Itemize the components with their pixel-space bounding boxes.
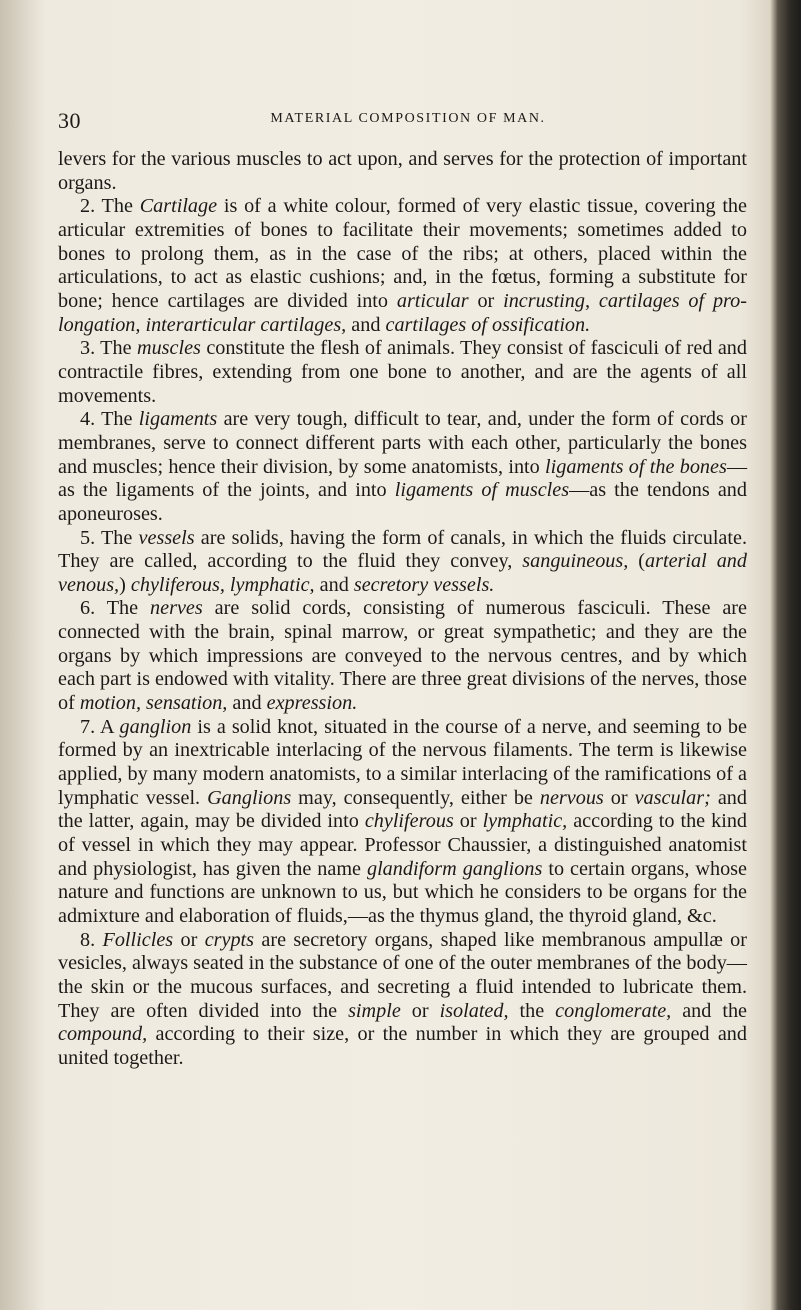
italic-term: Cartilage <box>139 195 218 218</box>
italic-term: ligaments of muscles <box>394 479 570 502</box>
text-run: 7. A <box>80 715 120 738</box>
italic-term: simple <box>348 999 401 1022</box>
text-run: —as the ligaments of the joints, and into <box>58 455 748 502</box>
text-run: according to their size, or the number in which they are grouped and united together. <box>58 1023 747 1069</box>
italic-term: vessels <box>138 526 195 549</box>
paragraph-muscles <box>58 337 747 408</box>
italic-term: secretory vessels. <box>353 573 495 596</box>
text-run: and <box>227 692 267 715</box>
italic-term: sanguineous, <box>522 550 629 573</box>
text-run: and the <box>671 999 747 1022</box>
italic-term: nervous <box>539 786 604 809</box>
page-number: 30 <box>58 108 81 133</box>
text-run: ) <box>119 573 131 596</box>
italic-term: lymphatic, <box>482 810 568 833</box>
text-run: 8. <box>80 928 103 951</box>
italic-term: chyliferous, lymphatic, <box>130 573 315 596</box>
text-run: are solids, having the form of canals, in which the fluids circulate. They are called, according to the fluid they convey, <box>58 526 748 573</box>
italic-term: arterial and venous, <box>58 550 747 596</box>
text-run: 6. The <box>80 597 151 620</box>
text-run: —as the tendons and aponeuroses. <box>58 479 747 525</box>
text-run: or <box>468 289 504 312</box>
text-run: are secretory organs, shaped like membranous ampullæ or vesicles, always seated in the substance of one of the outer membranes of the body—the skin or the mucous surfaces, and secreting a fluid intended to lubricate them. They are often divided into the <box>58 928 747 1022</box>
text-run: and <box>346 313 386 336</box>
italic-term: conglomerate, <box>555 999 672 1022</box>
paragraph-cartilage <box>58 195 747 337</box>
italic-term: cartilages of ossification. <box>385 313 591 336</box>
italic-term: motion, sensation, <box>79 692 228 715</box>
italic-term: ganglion <box>119 715 192 738</box>
italic-term: chyliferous <box>364 810 454 833</box>
text-run: levers for the various muscles to act upon, and serves for the protection of important organs. <box>58 148 747 194</box>
text-run: constitute the flesh of animals. They consist of fasciculi of red and contractile fibres, extending from one bone to another, and are the agents of all movements. <box>58 337 747 407</box>
paragraph-ganglion <box>58 716 747 929</box>
italic-term: expression. <box>266 692 358 715</box>
italic-term: Follicles <box>102 928 174 951</box>
italic-term: compound, <box>58 1023 148 1046</box>
text-run: or <box>400 999 440 1022</box>
text-run: 4. The <box>80 408 139 431</box>
text-run: 5. The <box>80 526 139 549</box>
italic-term: incrusting, cartilages of prolongation, interarticular cartilages, <box>58 289 747 336</box>
text-run: to certain organs, whose nature and functions are unknown to us, but which he considers to be organs for the admixture and elaboration of fluids,—as the thymus gland, the thyroid gland, &c. <box>58 857 747 927</box>
text-run: according to the kind of vessel in which they may appear. Professor Chaussier, a distinguished anatomist and physiologist, has given the name <box>58 810 748 880</box>
text-run: is of a white colour, formed of very elastic tissue, covering the articular extremities of bones to facilitate their movements; sometimes added to bones to prolong them, as in the case of the ribs; at others, placed within the articulations, to act as elastic cushions; and, in the fœtus, forming a substitute for bone; hence cartilages are divided into <box>58 195 747 312</box>
text-run: and <box>314 573 354 596</box>
running-head: MATERIAL COMPOSITION OF MAN. <box>270 111 546 126</box>
italic-term: crypts <box>204 928 255 951</box>
text-run: is a solid knot, situated in the course of a nerve, and seeming to be formed by an inextricable interlacing of the nervous filaments. The term is likewise applied, by many modern anatomists, to a similar interlacing of the ramifications of a lymphatic vessel. <box>58 715 747 809</box>
italic-term: vascular; <box>634 786 711 809</box>
text-run: or <box>173 928 205 951</box>
text-run: or <box>453 810 483 833</box>
paragraph-nerves <box>58 597 747 715</box>
paragraph-vessels <box>58 527 747 598</box>
text-run: are very tough, difficult to tear, and, under the form of cords or membranes, serve to connect different parts with each other, particularly the bones and muscles; hence their division, by some anatomists, into <box>58 408 747 478</box>
italic-term: muscles <box>136 337 201 360</box>
text-run: may, consequently, either be <box>291 786 540 809</box>
text-run: are solid cords, consisting of numerous fasciculi. These are connected with the brain, spinal marrow, or great sympathetic; and they are the organs by which impressions are conveyed to the nervous centres, and by which each part is endowed with vitality. There are three great divisions of the nerves, those of <box>58 597 747 715</box>
paragraph-ligaments <box>58 408 747 526</box>
italic-term: isolated, <box>439 999 509 1022</box>
paragraph-1 <box>58 148 747 195</box>
body-text <box>58 148 747 1071</box>
italic-term: nerves <box>150 597 203 620</box>
text-run: the <box>508 999 556 1022</box>
italic-term: ligaments of the bones <box>545 455 727 478</box>
text-run: and the latter, again, may be divided into <box>58 786 747 833</box>
text-run: 2. The <box>80 195 140 218</box>
italic-term: articular <box>396 289 469 312</box>
italic-term: glandiform ganglions <box>366 857 543 880</box>
italic-term: ligaments <box>138 408 218 431</box>
text-run: or <box>603 786 635 809</box>
paragraph-follicles <box>58 929 747 1071</box>
text-run: 3. The <box>80 337 137 360</box>
italic-term: Ganglions <box>207 786 292 809</box>
page-header <box>58 108 748 132</box>
page-gutter-shadow <box>0 0 46 1310</box>
text-run: ( <box>628 550 646 573</box>
